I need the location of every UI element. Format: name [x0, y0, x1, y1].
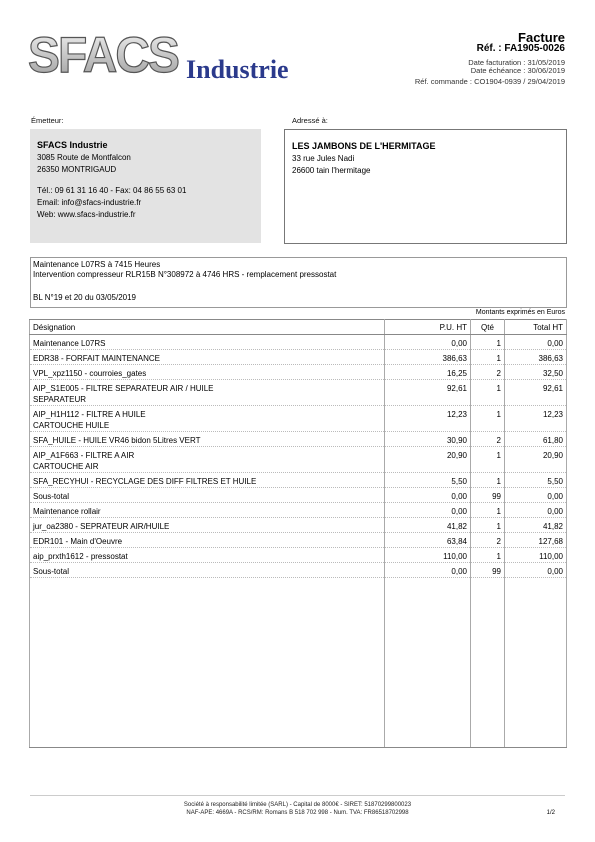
description-line-1: Maintenance L07RS à 7415 Heures [33, 260, 161, 269]
table-filler-row [30, 578, 567, 748]
table-row [30, 518, 567, 533]
col-header-total: Total HT [505, 320, 567, 335]
footer-legal-2: NAF-APE: 4669A - RCS/RM: Romans B 518 702 998 - Num. TVA: FR86518702998 [186, 810, 409, 816]
table-row [30, 548, 567, 563]
line-quantity: 1 [471, 350, 505, 365]
line-unit-price: 5,50 [385, 473, 471, 488]
svg-text:Industrie: Industrie [186, 55, 289, 84]
line-unit-price: 110,00 [385, 548, 471, 563]
issuer-address-2: 26350 MONTRIGAUD [37, 165, 117, 174]
line-unit-price: 92,61 [385, 380, 471, 406]
filler-cell [471, 578, 505, 748]
line-total: 32,50 [505, 365, 567, 380]
table-row [30, 503, 567, 518]
table-row [30, 335, 567, 350]
col-header-designation: Désignation [30, 320, 385, 335]
recipient-address-2: 26600 tain l'hermitage [292, 166, 371, 175]
line-designation [30, 563, 385, 578]
line-total: 61,80 [505, 432, 567, 447]
page-number: 1/2 [546, 810, 555, 816]
line-designation-text: SFA_HUILE - HUILE VR46 bidon 5Litres VERT [33, 436, 201, 445]
line-designation [30, 365, 385, 380]
recipient-address-1: 33 rue Jules Nadi [292, 154, 355, 163]
line-designation-detail: CARTOUCHE HUILE [33, 421, 110, 430]
line-designation-text: AIP_H1H112 - FILTRE A HUILE [33, 410, 146, 419]
description-line-2: Intervention compresseur RLR15B N°308972 à 4746 HRS - remplacement pressostat [33, 270, 337, 279]
line-designation-text: EDR101 - Main d'Oeuvre [33, 537, 123, 546]
col-header-unit-price: P.U. HT [385, 320, 471, 335]
table-row [30, 432, 567, 447]
line-quantity: 1 [471, 447, 505, 473]
issuer-address-1: 3085 Route de Montfalcon [37, 153, 131, 162]
line-unit-price: 20,90 [385, 447, 471, 473]
line-total: 0,00 [505, 503, 567, 518]
line-total: 12,23 [505, 406, 567, 432]
table-row [30, 380, 567, 406]
line-designation-text: VPL_xpz1150 - courroies_gates [33, 369, 147, 378]
line-unit-price: 16,25 [385, 365, 471, 380]
line-quantity: 2 [471, 365, 505, 380]
svg-text:SFACS: SFACS [28, 28, 179, 83]
line-designation-detail: SEPARATEUR [33, 395, 87, 404]
line-designation-text: EDR38 - FORFAIT MAINTENANCE [33, 354, 160, 363]
line-quantity: 2 [471, 533, 505, 548]
line-unit-price: 41,82 [385, 518, 471, 533]
invoice-lines-table [29, 319, 567, 748]
table-row [30, 350, 567, 365]
issuer-name: SFACS Industrie [37, 140, 108, 150]
line-total: 0,00 [505, 563, 567, 578]
filler-cell [30, 578, 385, 748]
line-designation [30, 447, 385, 473]
line-quantity: 99 [471, 563, 505, 578]
table-row [30, 473, 567, 488]
line-designation [30, 548, 385, 563]
table-row [30, 447, 567, 473]
line-designation-text: jur_oa2380 - SEPRATEUR AIR/HUILE [33, 522, 170, 531]
line-quantity: 1 [471, 380, 505, 406]
line-total: 92,61 [505, 380, 567, 406]
footer-divider [30, 795, 565, 796]
line-designation [30, 380, 385, 406]
issuer-email: Email: info@sfacs-industrie.fr [37, 198, 142, 207]
line-designation-text: Maintenance L07RS [33, 339, 106, 348]
line-quantity: 1 [471, 548, 505, 563]
description-box [30, 257, 567, 308]
line-quantity: 1 [471, 503, 505, 518]
currency-note: Montants exprimés en Euros [475, 309, 565, 316]
filler-cell [505, 578, 567, 748]
invoice-date: Date facturation : 31/05/2019 [468, 58, 565, 67]
line-designation [30, 406, 385, 432]
table-row [30, 563, 567, 578]
line-quantity: 1 [471, 406, 505, 432]
line-unit-price: 63,84 [385, 533, 471, 548]
issuer-phone: Tél.: 09 61 31 16 40 - Fax: 04 86 55 63 01 [37, 186, 187, 195]
line-quantity: 1 [471, 335, 505, 350]
line-unit-price: 386,63 [385, 350, 471, 365]
due-date: Date échéance : 30/06/2019 [470, 66, 565, 75]
filler-cell [385, 578, 471, 748]
table-row [30, 406, 567, 432]
company-logo [28, 28, 318, 90]
line-total: 0,00 [505, 335, 567, 350]
line-designation [30, 488, 385, 503]
line-designation-text: Sous-total [33, 567, 70, 576]
line-total: 5,50 [505, 473, 567, 488]
line-unit-price: 0,00 [385, 488, 471, 503]
document-title: Facture [518, 30, 565, 45]
table-row [30, 365, 567, 380]
table-header-row [30, 320, 567, 335]
issuer-box [30, 129, 261, 243]
line-designation [30, 432, 385, 447]
recipient-label: Adressé à: [292, 116, 328, 125]
footer-legal-1: Société à responsabilité limitée (SARL) - Capital de 8000€ - SIRET: 51870299800023 [183, 802, 412, 808]
line-designation [30, 350, 385, 365]
line-quantity: 1 [471, 473, 505, 488]
line-designation-text: AIP_A1F663 - FILTRE A AIR [33, 451, 135, 460]
line-designation-text: Sous-total [33, 492, 70, 501]
col-header-quantity: Qté [471, 320, 505, 335]
line-quantity: 2 [471, 432, 505, 447]
line-unit-price: 0,00 [385, 563, 471, 578]
line-unit-price: 0,00 [385, 503, 471, 518]
line-designation [30, 533, 385, 548]
line-total: 127,68 [505, 533, 567, 548]
order-reference: Réf. commande : CO1904-0939 / 29/04/2019 [414, 77, 565, 86]
line-total: 41,82 [505, 518, 567, 533]
line-unit-price: 30,90 [385, 432, 471, 447]
issuer-label: Émetteur: [31, 116, 64, 125]
line-unit-price: 12,23 [385, 406, 471, 432]
line-designation-text: AIP_S1E005 - FILTRE SEPARATEUR AIR / HUILE [33, 384, 214, 393]
line-total: 110,00 [505, 548, 567, 563]
issuer-web: Web: www.sfacs-industrie.fr [37, 210, 136, 219]
line-unit-price: 0,00 [385, 335, 471, 350]
line-designation [30, 335, 385, 350]
line-total: 386,63 [505, 350, 567, 365]
line-designation [30, 503, 385, 518]
line-designation-text: aip_prxth1612 - pressostat [33, 552, 128, 561]
table-row [30, 488, 567, 503]
table-row [30, 533, 567, 548]
recipient-box [284, 129, 567, 244]
line-quantity: 99 [471, 488, 505, 503]
line-designation-text: SFA_RECYHUI - RECYCLAGE DES DIFF FILTRES ET HUILE [33, 477, 257, 486]
line-quantity: 1 [471, 518, 505, 533]
line-total: 20,90 [505, 447, 567, 473]
description-line-3: BL N°19 et 20 du 03/05/2019 [33, 293, 136, 302]
invoice-reference: Réf. : FA1905-0026 [476, 43, 565, 54]
line-total: 0,00 [505, 488, 567, 503]
recipient-name: LES JAMBONS DE L'HERMITAGE [292, 141, 436, 151]
line-designation [30, 473, 385, 488]
line-designation [30, 518, 385, 533]
line-designation-detail: CARTOUCHE AIR [33, 462, 99, 471]
line-designation-text: Maintenance rollair [33, 507, 101, 516]
